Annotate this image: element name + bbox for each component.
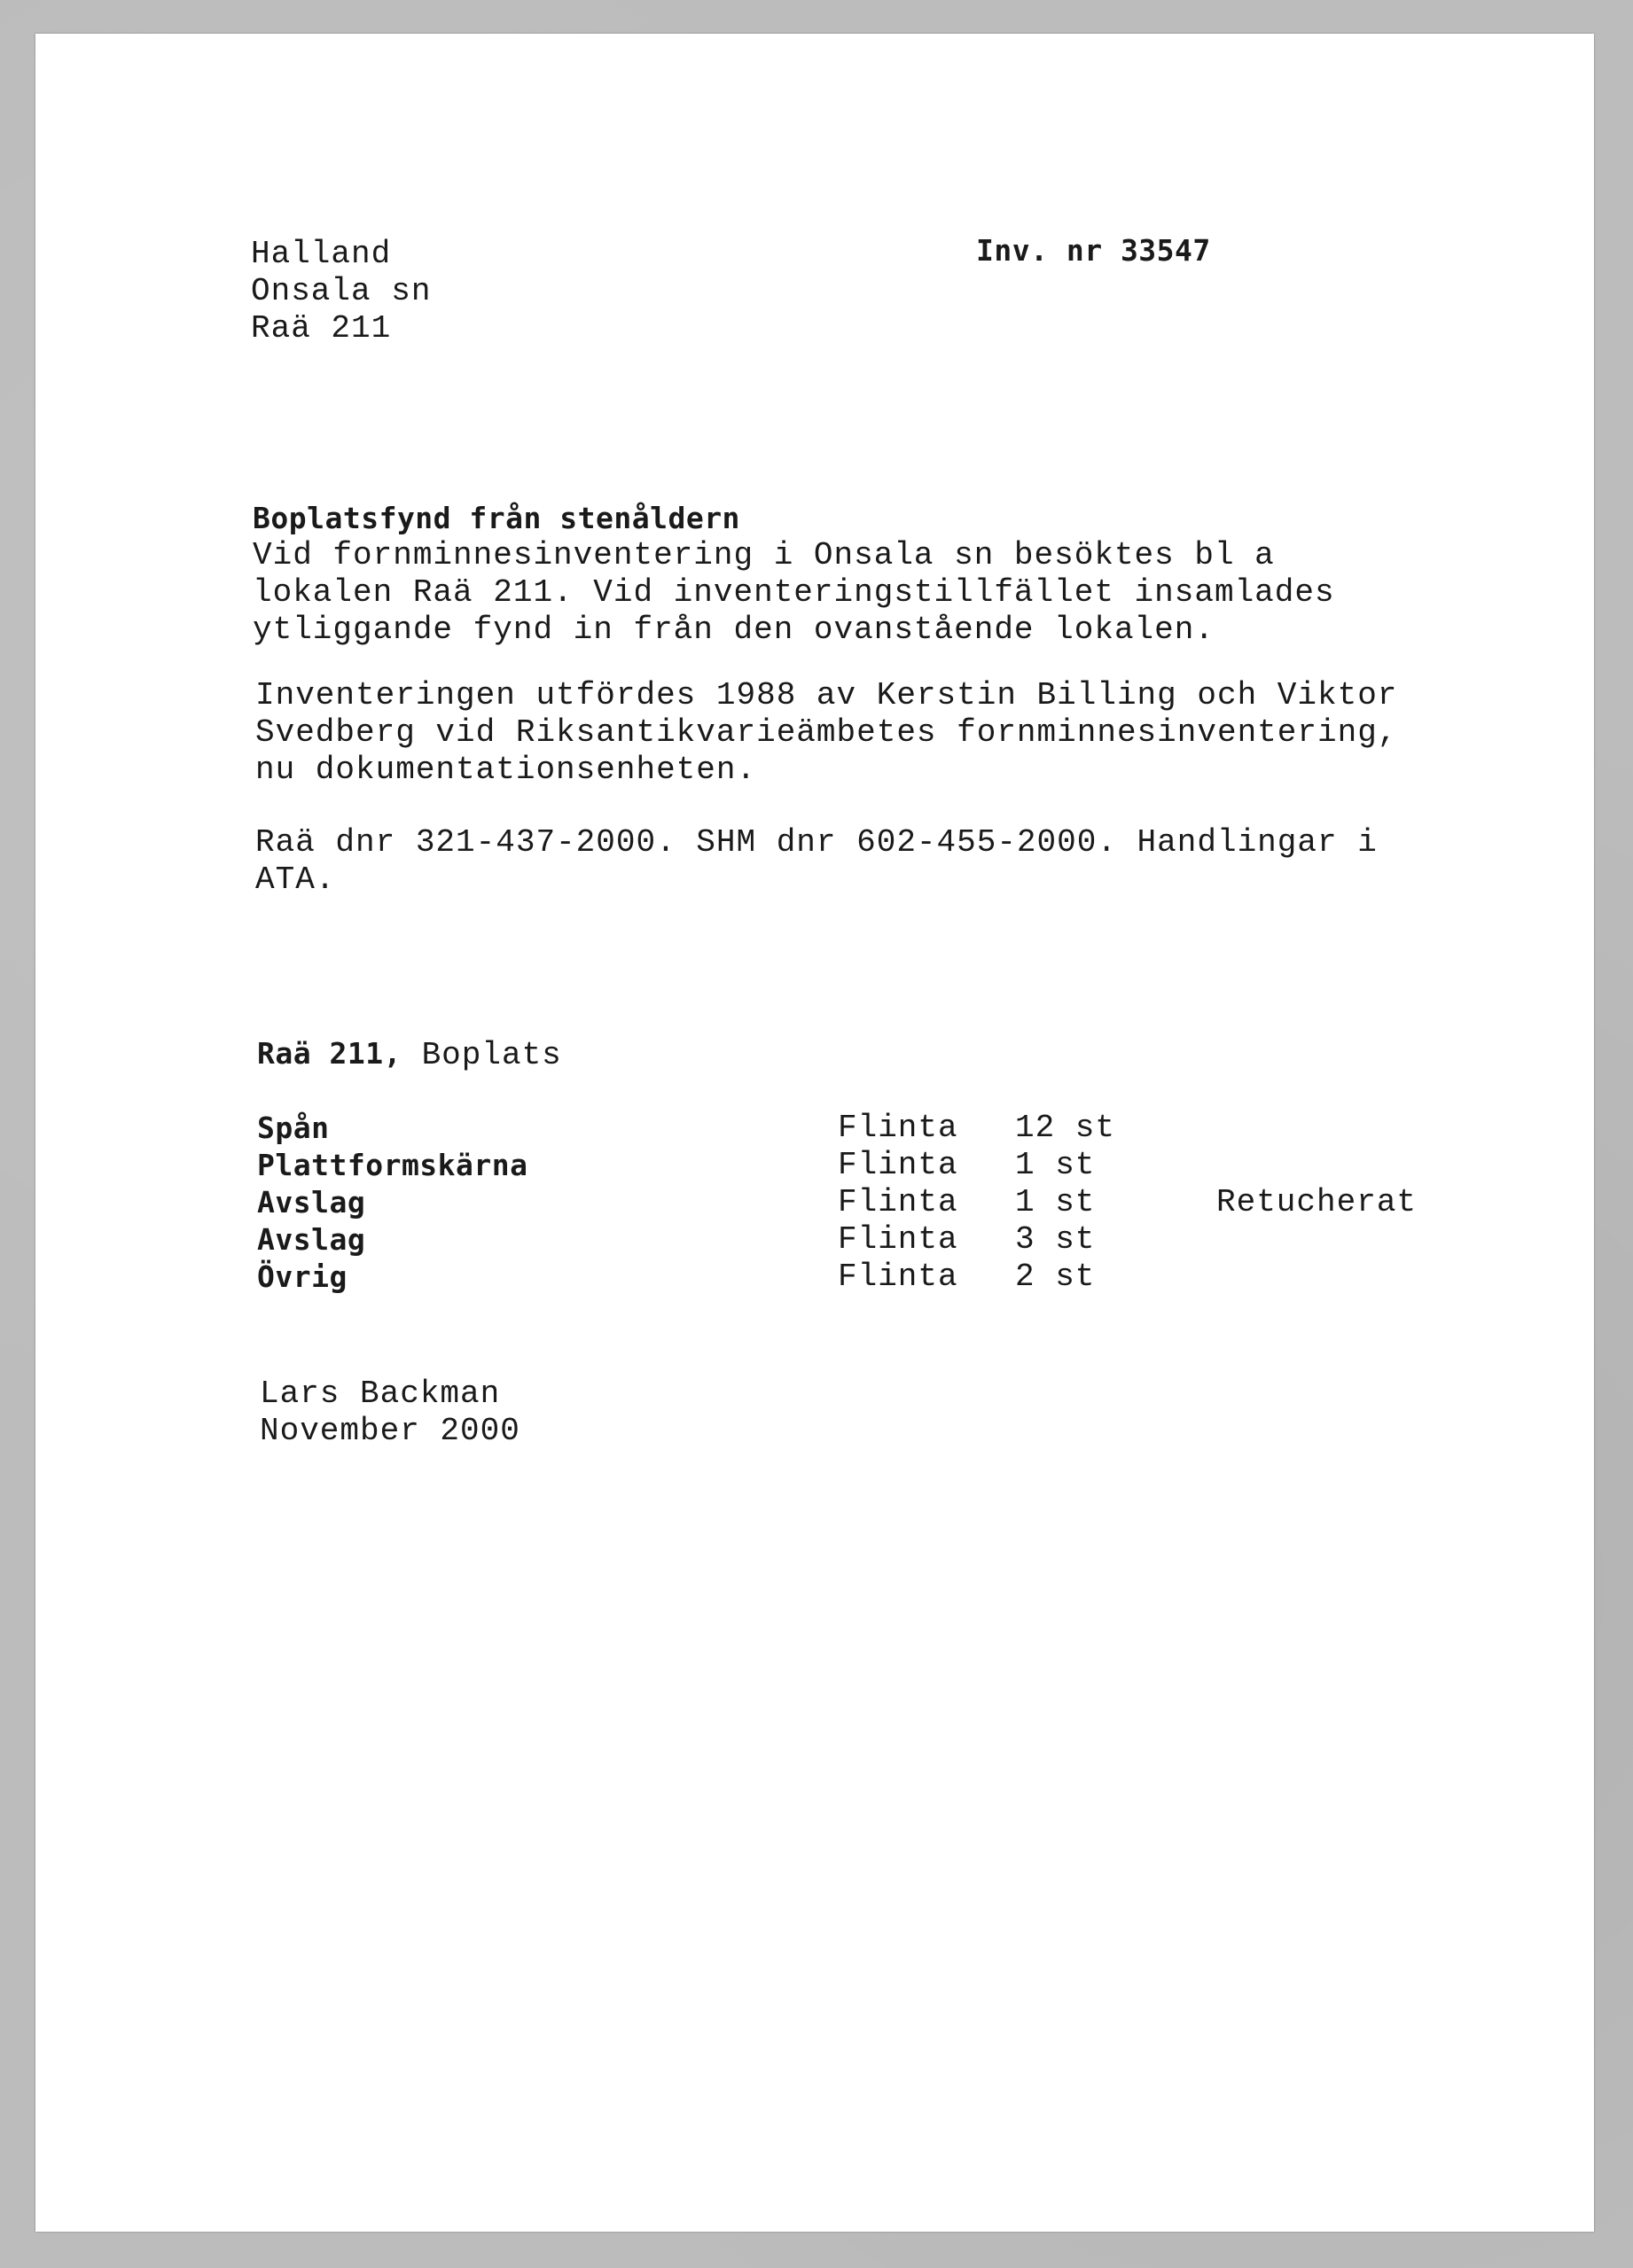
item-material: Flinta [838, 1221, 958, 1258]
paragraph-line: ytliggande fynd in från den ovanstående lokalen. [253, 612, 1215, 648]
item-material: Flinta [838, 1147, 958, 1183]
item-material: Flinta [838, 1110, 958, 1146]
item-count: 1 st [1015, 1184, 1096, 1220]
document-heading: Boplatsfynd från stenåldern [253, 501, 740, 535]
intro-paragraph-3 [255, 824, 1378, 899]
site-name: Raä 211, [257, 1036, 402, 1071]
item-name: Avslag [257, 1185, 366, 1220]
intro-paragraph-1 [253, 537, 1335, 649]
document-date: November 2000 [260, 1413, 520, 1449]
item-count: 1 st [1015, 1147, 1096, 1183]
paragraph-line: Vid fornminnesinventering i Onsala sn besöktes bl a [253, 537, 1275, 573]
location-line-site: Raä 211 [251, 310, 392, 347]
paragraph-line: ATA. [255, 861, 336, 898]
intro-paragraph-2 [255, 677, 1397, 789]
item-name: Övrig [257, 1259, 348, 1294]
site-type: Boplats [421, 1037, 562, 1073]
item-material: Flinta [838, 1259, 958, 1295]
author-name: Lars Backman [260, 1376, 501, 1412]
site-line [257, 1035, 562, 1074]
item-note: Retucherat [1216, 1184, 1418, 1220]
paragraph-line: lokalen Raä 211. Vid inventeringstillfället insamlades [253, 574, 1335, 611]
location-block [251, 236, 431, 347]
item-name: Avslag [257, 1222, 366, 1257]
item-name: Plattformskärna [257, 1148, 528, 1182]
signature-block [260, 1376, 520, 1450]
paragraph-line: Svedberg vid Riksantikvarieämbetes fornminnesinventering, [255, 714, 1398, 751]
location-line-county: Halland [251, 236, 392, 272]
item-name: Spån [257, 1111, 330, 1145]
paragraph-line: nu dokumentationsenheten. [255, 752, 757, 788]
paragraph-line: Inventeringen utfördes 1988 av Kerstin Billing och Viktor [255, 677, 1398, 713]
paragraph-line: Raä dnr 321-437-2000. SHM dnr 602-455-2000. Handlingar i [255, 824, 1378, 861]
item-count: 12 st [1015, 1110, 1116, 1146]
item-material: Flinta [838, 1184, 958, 1220]
item-count: 3 st [1015, 1221, 1096, 1258]
inventory-number: Inv. nr 33547 [976, 233, 1211, 268]
document-page [35, 34, 1594, 2232]
item-count: 2 st [1015, 1259, 1096, 1295]
location-line-parish: Onsala sn [251, 273, 432, 309]
